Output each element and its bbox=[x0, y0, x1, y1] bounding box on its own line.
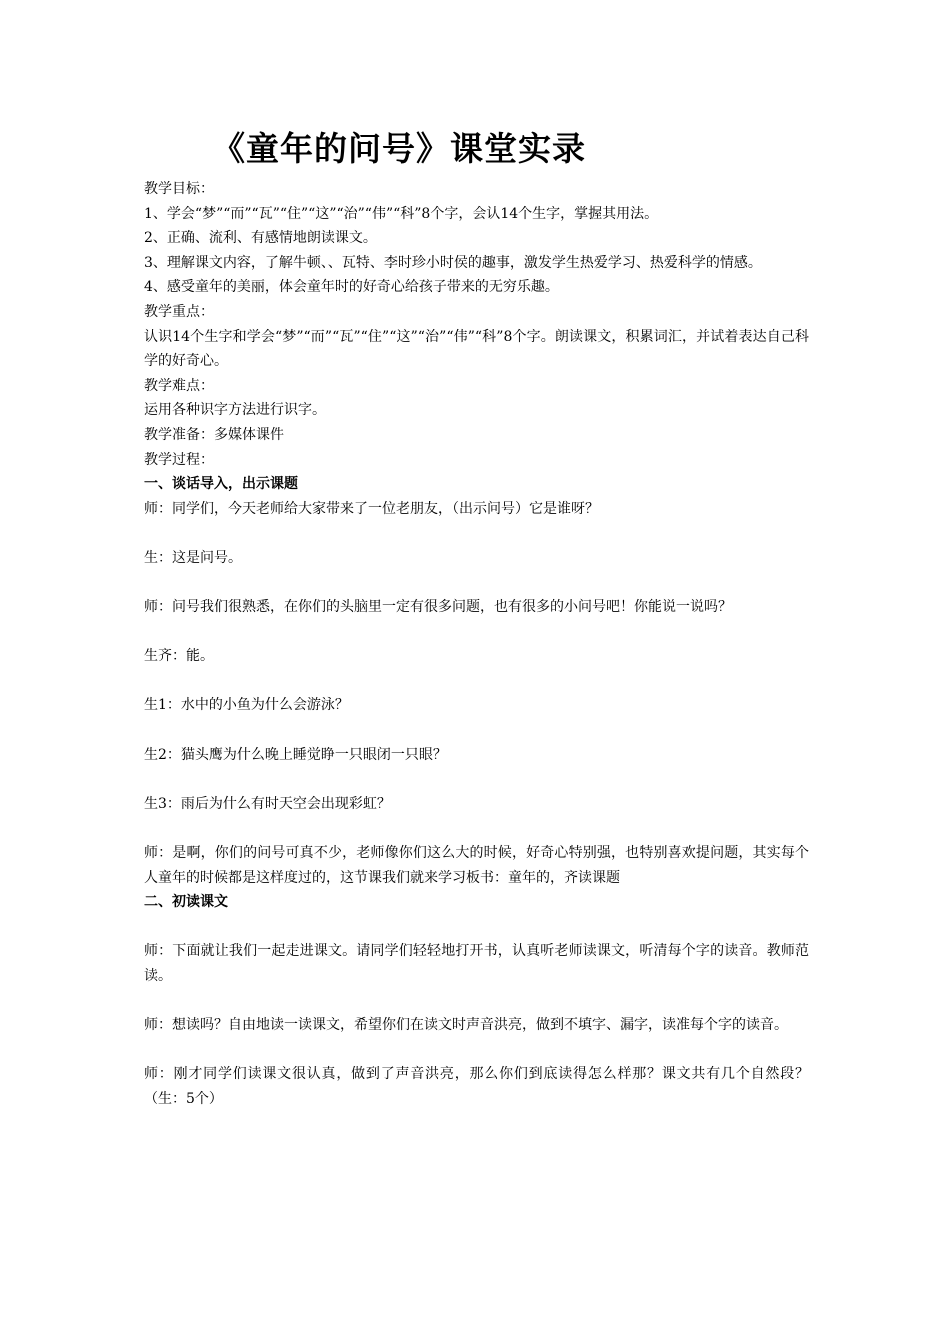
paragraph: 师：是啊，你们的问号可真不少，老师像你们这么大的时候，好奇心特别强，也特别喜欢提问题，其实每个人童年的时候都是这样度过的，这节课我们就来学习板书：童年的，齐读课题 bbox=[144, 845, 809, 886]
paragraph: 1、学会“梦”“而”“瓦”“住”“这”“治”“伟”“科”8个字，会认14个生字，掌握其用法。 bbox=[144, 205, 659, 222]
document-title: 《童年的问号》课堂实录 bbox=[212, 129, 586, 168]
section-heading: 一、谈话导入，出示课题 bbox=[144, 476, 298, 493]
paragraph: 认识14个生字和学会“梦”“而”“瓦”“住”“这”“治”“伟”“科”8个字。朗读课文，积累词汇，并试着表达自己科学的好奇心。 bbox=[144, 328, 809, 370]
paragraph: 师：下面就让我们一起走进课文。请同学们轻轻地打开书，认真听老师读课文，听清每个字的读音。教师范读。 bbox=[144, 943, 809, 984]
paragraph: 教学目标： bbox=[144, 181, 214, 197]
paragraph: 生1：水中的小鱼为什么会游泳？ bbox=[144, 697, 349, 714]
paragraph: 教学准备：多媒体课件 bbox=[144, 426, 284, 443]
paragraph: 4、感受童年的美丽，体会童年时的好奇心给孩子带来的无穷乐趣。 bbox=[144, 279, 559, 296]
paragraph: 运用各种识字方法进行识字。 bbox=[144, 402, 326, 419]
paragraph: 生3：雨后为什么有时天空会出现彩虹？ bbox=[144, 795, 391, 812]
paragraph: 师：问号我们很熟悉，在你们的头脑里一定有很多问题，也有很多的小问号吧！你能说一说吗？ bbox=[144, 599, 732, 616]
paragraph: 教学重点： bbox=[144, 303, 214, 320]
paragraph: 师：想读吗？自由地读一读课文，希望你们在读文时声音洪亮，做到不填字、漏字，读准每个字的读音。 bbox=[144, 1017, 788, 1034]
paragraph: 生2：猫头鹰为什么晚上睡觉睁一只眼闭一只眼？ bbox=[144, 746, 447, 763]
section-heading: 二、初读课文 bbox=[144, 894, 228, 911]
paragraph: 3、理解课文内容，了解牛顿、、瓦特、李时珍小时侯的趣事，激发学生热爱学习、热爱科学的情感。 bbox=[144, 254, 762, 271]
document-body bbox=[144, 177, 809, 1112]
paragraph: 师：同学们，今天老师给大家带来了一位老朋友，（出示问号）它是谁呀？ bbox=[144, 500, 599, 517]
paragraph: 师：刚才同学们读课文很认真，做到了声音洪亮，那么你们到底读得怎么样那？课文共有几个自然段？（生：5个） bbox=[144, 1066, 809, 1107]
paragraph: 生：这是问号。 bbox=[144, 549, 242, 566]
paragraph: 2、正确、流利、有感情地朗读课文。 bbox=[144, 230, 377, 247]
paragraph: 教学难点： bbox=[144, 377, 214, 394]
paragraph: 教学过程： bbox=[144, 451, 214, 468]
paragraph: 生齐：能。 bbox=[144, 648, 214, 665]
